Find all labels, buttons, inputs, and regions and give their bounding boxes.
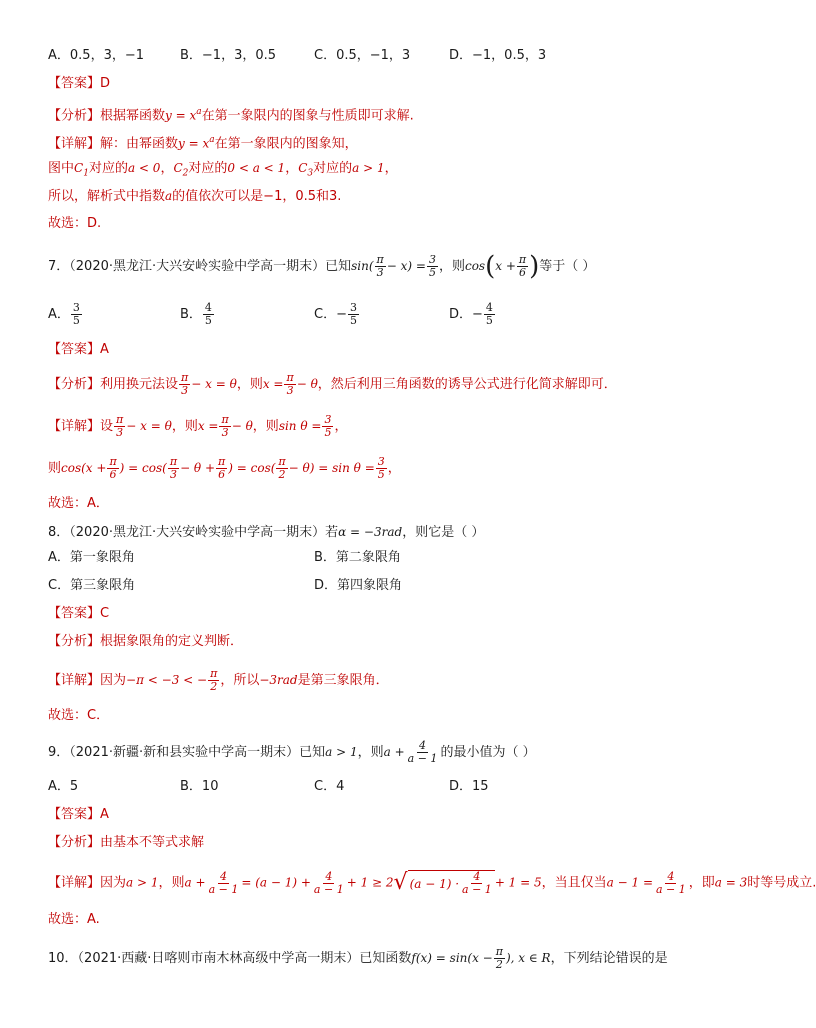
math: sin( — [351, 259, 374, 273]
math: − θ + — [180, 461, 216, 475]
detail-tag: 【详解】 — [48, 673, 101, 688]
frac-den: 5 — [485, 314, 493, 327]
q6-detail — [48, 130, 358, 154]
q7-answer — [48, 340, 109, 360]
frac-num: π — [218, 455, 226, 468]
frac-den: a − 1 — [208, 882, 239, 896]
answer-tag: 【答案】 — [48, 606, 101, 621]
math: ) = cos( — [119, 461, 167, 475]
curve-label: C — [173, 161, 183, 175]
answer-value: D — [100, 76, 111, 91]
q6-option-d: D．−1，0.5，3 — [449, 48, 547, 63]
frac-den: 5 — [349, 314, 357, 327]
curve-subscript: 1 — [83, 168, 89, 179]
text: 设 — [100, 419, 114, 434]
answer-value: C — [100, 606, 110, 621]
power-function: y = x — [178, 136, 210, 151]
frac-num: π — [286, 371, 294, 384]
math: a + — [383, 745, 405, 759]
q6-analysis — [48, 102, 414, 126]
stem-text: 8．（2020·黑龙江·大兴安岭实验中学高一期末）若 — [48, 525, 339, 540]
math: − x = θ — [126, 419, 172, 433]
q6-detail-line2 — [48, 158, 398, 184]
math: a > 1 — [325, 745, 358, 759]
frac-num: π — [116, 413, 124, 426]
math: x = — [262, 377, 284, 391]
q9-conclusion: 故选：A. — [48, 912, 100, 927]
detail-tag: 【详解】 — [48, 136, 101, 152]
q9-analysis — [48, 833, 204, 853]
text: 由基本不等式求解 — [100, 835, 205, 850]
frac-den: 5 — [324, 426, 332, 439]
answer-tag: 【答案】 — [48, 342, 101, 357]
math: 0 < a < 1 — [227, 161, 286, 175]
math: x + — [495, 259, 516, 273]
q7-option-a — [48, 302, 83, 327]
frac-den: 2 — [278, 468, 286, 481]
frac-den: 2 — [495, 958, 503, 971]
curve-label: C — [74, 161, 84, 175]
math: a > 1 — [352, 161, 385, 175]
frac-den: 6 — [518, 266, 526, 279]
math: a — [165, 189, 173, 203]
frac-den: a − 1 — [462, 883, 492, 896]
frac-num: 4 — [473, 870, 481, 883]
frac-num: 4 — [485, 301, 493, 314]
math: − x) = — [386, 259, 426, 273]
math: − θ — [296, 377, 318, 391]
math: − x = θ — [191, 377, 237, 391]
text: ， — [334, 419, 348, 434]
math: − θ) = sin θ = — [288, 461, 375, 475]
frac-num: 3 — [428, 253, 436, 266]
frac-num: 4 — [219, 869, 227, 883]
q8-stem — [48, 522, 484, 543]
text: 是第三象限角． — [297, 673, 389, 688]
q8-option-a: A．第一象限角 — [48, 550, 135, 565]
analysis-tag: 【分析】 — [48, 108, 101, 124]
analysis-tag: 【分析】 — [48, 377, 101, 392]
answer-value: A — [100, 342, 109, 357]
q9-answer — [48, 805, 109, 825]
math: a < 0 — [127, 161, 161, 175]
frac-num: π — [518, 253, 527, 266]
frac-num: π — [376, 253, 384, 266]
text: 的值依次可以是−1，0.5和3. — [172, 189, 342, 204]
stem-text: ，则 — [438, 259, 465, 274]
frac-den: 6 — [218, 468, 226, 481]
frac-num: π — [181, 371, 189, 384]
stem-text: 7．（2020·黑龙江·大兴安岭实验中学高一期末）已知 — [48, 259, 352, 274]
frac-den: 2 — [210, 680, 218, 693]
frac-den: 5 — [377, 468, 385, 481]
q8-option-d: D．第四象限角 — [314, 578, 403, 593]
frac-den: 5 — [204, 314, 212, 327]
text: 对应的 — [88, 161, 128, 176]
text: ， — [384, 161, 398, 176]
answer-tag: 【答案】 — [48, 76, 101, 91]
text: 对应的 — [313, 161, 353, 176]
q6-conclusion: 故选：D. — [48, 216, 102, 231]
frac-den: 3 — [116, 426, 124, 439]
stem-text: ，下列结论错误的是 — [550, 951, 668, 966]
stem-text: 等于（ ） — [539, 259, 596, 274]
math: a = 3 — [714, 875, 748, 890]
text: 时等号成立. — [747, 875, 816, 891]
frac-num: π — [221, 413, 229, 426]
q9-option-d: D．15 — [449, 779, 489, 794]
text: ， — [160, 161, 174, 176]
option-label: C．− — [314, 307, 347, 322]
stem-text: 的最小值为（ ） — [440, 745, 536, 760]
math: cos — [464, 259, 486, 273]
option-label: A． — [48, 307, 70, 322]
text: ，即 — [688, 875, 715, 891]
analysis-tag: 【分析】 — [48, 835, 101, 850]
frac-den: 3 — [221, 426, 229, 439]
text: ，则 — [158, 875, 185, 891]
text: ，所以 — [220, 673, 260, 688]
text: 利用换元法设 — [100, 377, 179, 392]
q9-detail — [48, 870, 816, 896]
q7-conclusion: 故选：A． — [48, 496, 109, 511]
q7-option-b — [180, 302, 215, 327]
q8-detail — [48, 668, 389, 693]
stem-text: 9．（2021·新疆·新和县实验中学高一期末）已知 — [48, 745, 326, 760]
q8-answer — [48, 604, 109, 624]
q8-option-c: C．第三象限角 — [48, 578, 136, 593]
frac-den: a − 1 — [656, 882, 686, 896]
text: 所以，解析式中指数 — [48, 189, 166, 204]
q10-stem — [48, 946, 668, 971]
option-label: D．− — [449, 307, 483, 322]
frac-num: π — [169, 455, 178, 468]
frac-den: a − 1 — [407, 752, 438, 765]
text: 因为 — [100, 875, 127, 891]
detail-text: 解：由幂函数 — [100, 136, 179, 152]
stem-text: ，则 — [357, 745, 384, 760]
frac-den: a − 1 — [313, 882, 344, 896]
frac-den: 5 — [428, 266, 436, 279]
curve-label: C — [298, 161, 308, 175]
math: α = −3rad — [338, 525, 403, 539]
text: 因为 — [100, 673, 127, 688]
power-exponent: a — [196, 107, 202, 117]
q7-detail-line2 — [48, 456, 401, 481]
math: a − 1 = — [606, 875, 653, 890]
frac-num: π — [210, 667, 218, 680]
math: (a − 1) · — [409, 876, 460, 891]
text: ，则 — [236, 377, 263, 392]
q6-option-c: C．0.5，−1，3 — [314, 48, 411, 63]
option-label: B． — [180, 307, 202, 322]
frac-num: π — [278, 455, 286, 468]
q9-option-c: C．4 — [314, 779, 345, 794]
frac-num: 4 — [667, 869, 675, 883]
math: −3rad — [259, 673, 298, 687]
frac-num: π — [495, 945, 503, 958]
stem-text: 10．（2021·西藏·日喀则市南木林高级中学高一期末）已知函数 — [48, 951, 412, 966]
frac-den: 5 — [72, 314, 80, 327]
math: x = — [197, 419, 219, 433]
text: ，当且仅当 — [541, 875, 607, 891]
q8-conclusion: 故选：C． — [48, 708, 110, 723]
text: ， — [387, 461, 401, 476]
answer-value: A — [100, 807, 109, 822]
math: + 1 = 5 — [494, 875, 542, 890]
frac-num: 4 — [325, 869, 333, 883]
analysis-text: 根据幂函数 — [100, 108, 166, 124]
text: ， — [285, 161, 299, 176]
frac-num: 3 — [377, 455, 385, 468]
q8-analysis — [48, 632, 243, 652]
answer-tag: 【答案】 — [48, 807, 101, 822]
q7-option-d — [449, 302, 496, 327]
analysis-text-2: 在第一象限内的图象与性质即可求解. — [201, 108, 414, 124]
frac-den: 6 — [109, 468, 117, 481]
q9-option-b: B．10 — [180, 779, 219, 794]
math: cos(x + — [61, 461, 107, 475]
math: −π < −3 < − — [126, 673, 208, 687]
frac-den: 3 — [376, 266, 384, 279]
q9-option-a: A．5 — [48, 779, 79, 794]
math: a + — [184, 875, 206, 890]
math: = (a − 1) + — [241, 875, 311, 890]
curve-subscript: 2 — [182, 168, 189, 179]
frac-num: 4 — [419, 739, 427, 752]
math: + 1 ≥ 2 — [346, 875, 394, 890]
stem-text: ，则它是（ ） — [402, 525, 485, 540]
math: f(x) = sin(x − — [411, 951, 493, 965]
detail-text-2: 在第一象限内的图象知， — [214, 136, 358, 152]
q7-detail — [48, 414, 347, 439]
q6-option-b: B．−1，3，0.5 — [180, 48, 277, 63]
text: 对应的 — [188, 161, 228, 176]
q6-option-a: A．0.5，3，−1 — [48, 48, 145, 63]
q9-stem — [48, 740, 536, 765]
text: 根据象限角的定义判断． — [100, 634, 244, 649]
text: 图中 — [48, 161, 75, 176]
analysis-tag: 【分析】 — [48, 634, 101, 649]
frac-num: 3 — [324, 413, 332, 426]
detail-tag: 【详解】 — [48, 875, 101, 891]
text: ，则 — [252, 419, 279, 434]
math: sin θ = — [278, 419, 322, 433]
power-function: y = x — [165, 108, 197, 123]
frac-den: 3 — [181, 384, 189, 397]
q7-option-c — [314, 302, 360, 327]
math: ) = cos( — [228, 461, 276, 475]
curve-subscript: 3 — [307, 168, 314, 179]
frac-den: 3 — [169, 468, 177, 481]
math: ), x ∈ R — [505, 951, 551, 965]
q7-analysis — [48, 372, 617, 397]
text: 则 — [48, 461, 62, 476]
frac-num: π — [109, 455, 117, 468]
math: − θ — [231, 419, 253, 433]
frac-num: 3 — [72, 301, 80, 314]
power-exponent: a — [209, 135, 215, 145]
q8-option-b: B．第二象限角 — [314, 550, 401, 565]
text: ，则 — [171, 419, 198, 434]
sqrt: √ (a − 1) · $\frac{4}{a - 1}$ — [394, 870, 495, 896]
q6-detail-line3 — [48, 186, 341, 207]
frac-num: 4 — [204, 301, 212, 314]
q7-stem: 7．（2020·黑龙江·大兴安岭实验中学高一期末）已知sin( $\frac{\pi}{3}$ − x) = $\frac{3}{5}$ ，则cos(x + $\frac{\pi}{6}$ )等于（ ） — [48, 251, 596, 282]
frac-den: 3 — [286, 384, 294, 397]
frac-num: 3 — [349, 301, 357, 314]
math: a > 1 — [126, 875, 159, 890]
text: ，然后利用三角函数的诱导公式进行化简求解即可． — [317, 377, 617, 392]
q6-answer — [48, 74, 110, 94]
detail-tag: 【详解】 — [48, 419, 101, 434]
